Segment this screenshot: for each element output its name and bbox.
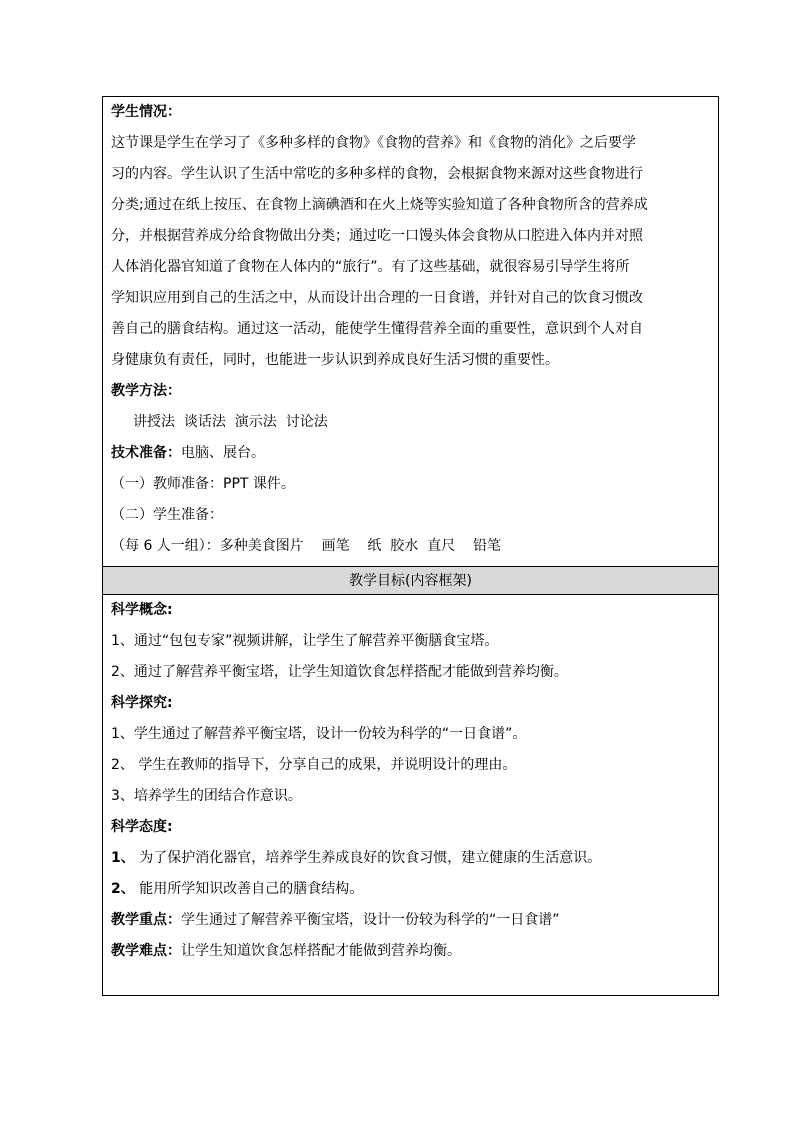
lesson-plan-table <box>102 96 719 996</box>
item-number: 2、 <box>111 881 135 897</box>
group-materials: （每 6 人一组）：多种美食图片 画笔 纸 胶水 直尺 铅笔 <box>111 538 502 554</box>
text-line: 这节课是学生在学习了《多种多样的食物》《食物的营养》和《食物的消化》之后要学 <box>111 135 636 151</box>
science-concepts-heading: 科学概念: <box>111 602 173 618</box>
list-item: 3、培养学生的团结合作意识。 <box>111 788 302 804</box>
item-text: 能用所学知识改善自己的膳食结构。 <box>134 881 364 897</box>
student-situation-cell <box>103 97 718 566</box>
student-situation-text <box>111 128 710 376</box>
item-text: 为了保护消化器官，培养学生养成良好的饮食习惯，建立健康的生活意识。 <box>134 850 602 866</box>
text-line: 分类;通过在纸上按压、在食物上滴碘酒和在火上烧等实验知道了各种食物所含的营养成 <box>111 197 648 213</box>
science-attitude-heading: 科学态度: <box>111 819 173 835</box>
text-line: 分，并根据营养成分给食物做出分类；通过吃一口馒头体会食物从口腔进入体内并对照 <box>111 228 643 244</box>
difficulty-text: 让学生知道饮食怎样搭配才能做到营养均衡。 <box>181 943 461 959</box>
list-item <box>111 874 710 905</box>
student-prep: （二）学生准备： <box>111 507 223 523</box>
teacher-prep: （一）教师准备：PPT 课件。 <box>111 476 295 492</box>
student-situation-heading: 学生情况： <box>111 104 181 120</box>
difficulty-line <box>111 936 710 967</box>
tech-prep-line <box>111 438 710 469</box>
objectives-header: 教学目标(内容框架) <box>103 566 718 595</box>
list-item <box>111 843 710 874</box>
teaching-methods-list: 讲授法 谈话法 演示法 讨论法 <box>133 414 328 430</box>
key-point-label: 教学重点： <box>111 912 181 928</box>
difficulty-label: 教学难点： <box>111 943 181 959</box>
list-item: 1、通过“包包专家”视频讲解，让学生了解营养平衡膳食宝塔。 <box>111 633 499 649</box>
tech-prep-heading: 技术准备： <box>111 445 181 461</box>
text-line: 身健康负有责任，同时，也能进一步认识到养成良好生活习惯的重要性。 <box>111 352 559 368</box>
text-line: 学知识应用到自己的生活之中，从而设计出合理的一日食谱，并针对自己的饮食习惯改 <box>111 290 643 306</box>
objectives-cell <box>103 595 718 995</box>
list-item: 1、学生通过了解营养平衡宝塔，设计一份较为科学的“一日食谱”。 <box>111 726 527 742</box>
list-item: 2、 学生在教师的指导下，分享自己的成果，并说明设计的理由。 <box>111 757 517 773</box>
item-number: 1、 <box>111 850 135 866</box>
key-point-text: 学生通过了解营养平衡宝塔，设计一份较为科学的“一日食谱” <box>181 912 560 928</box>
tech-prep-value: 电脑、展台。 <box>181 445 265 461</box>
list-item: 2、通过了解营养平衡宝塔，让学生知道饮食怎样搭配才能做到营养均衡。 <box>111 664 568 680</box>
key-point-line <box>111 905 710 936</box>
text-line: 人体消化器官知道了食物在人体内的“旅行”。有了这些基础，就很容易引导学生将所 <box>111 259 630 275</box>
teaching-methods-heading: 教学方法： <box>111 383 181 399</box>
text-line: 善自己的膳食结构。通过这一活动，能使学生懂得营养全面的重要性，意识到个人对自 <box>111 321 643 337</box>
science-inquiry-heading: 科学探究: <box>111 695 173 711</box>
text-line: 习的内容。学生认识了生活中常吃的多种多样的食物，会根据食物来源对这些食物进行 <box>111 166 643 182</box>
